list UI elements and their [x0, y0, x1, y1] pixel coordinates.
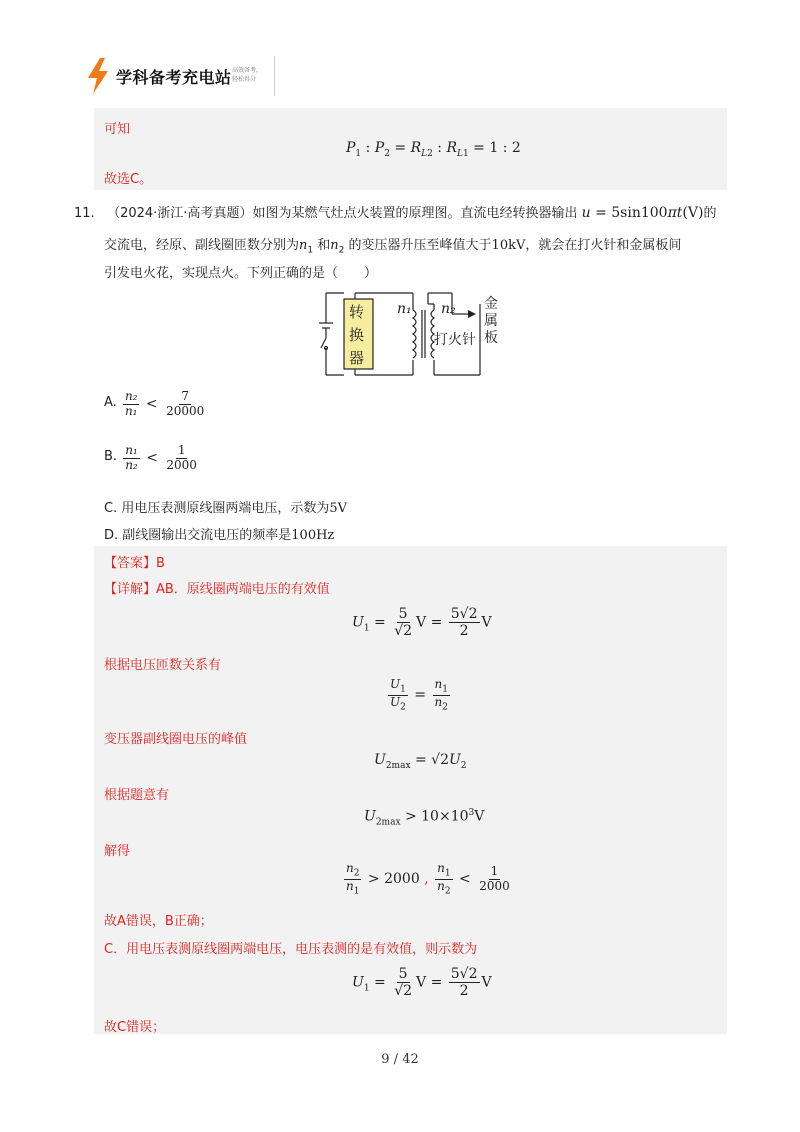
formula-condition: $U_{2max} > 10\times 10^3V$	[364, 808, 485, 828]
needle-label: 打火针	[434, 332, 476, 348]
solution-text: 可知	[104, 122, 131, 137]
question-line-3: 引发电火花，实现点火。下列正确的是（ ）	[104, 266, 378, 281]
solution-continuation-block	[94, 108, 727, 190]
power-ratio-formula: $P_1$ : $P_2 = R_{L2}$ : $R_{L1} = 1$ : 2	[346, 140, 521, 159]
converter-label-3: 器	[349, 349, 365, 367]
brand-slogan: 高效备考, 轻松得分	[232, 67, 258, 83]
step-ab-conclusion: 故A错误，B正确；	[104, 914, 213, 929]
question-line-1: 11. （2024·浙江·高考真题）如图为某燃气灶点火装置的原理图。直流电经转换器输出 u = 5sin100πt(V)的	[74, 205, 717, 221]
lightning-bolt-icon	[86, 58, 110, 94]
formula-turns-ratio: $\frac{U_1}{U_2}$ = $\frac{n_1}{n_2}$	[390, 677, 448, 713]
label-n1: n₁	[397, 301, 412, 317]
solution-conclusion: 故选C。	[104, 172, 153, 187]
formula-u1-reading: $U_1$ = $\frac{5}{√2}$ V = $\frac{5√2}{2}$ V	[352, 966, 492, 1000]
step-condition: 根据题意有	[104, 788, 170, 803]
plate-label-1: 金	[484, 296, 498, 312]
option-b[interactable]: B. $\frac{\text{n₁}}{\text{n₂}}$ < $\frac{1}{2000}$	[104, 443, 197, 472]
site-header	[76, 56, 275, 96]
brand-name: 学科备考充电站	[116, 68, 232, 87]
answer-label: 【答案】B	[104, 556, 165, 571]
step-c-analysis: C．用电压表测原线圈两端电压，电压表测的是有效值，则示数为	[104, 942, 478, 957]
plate-label-3: 板	[484, 330, 498, 346]
step-turns-relation: 根据电压匝数关系有	[104, 658, 222, 673]
option-d[interactable]: D. 副线圈输出交流电压的频率是100Hz	[104, 528, 335, 543]
step-c-conclusion: 故C错误；	[104, 1020, 166, 1035]
converter-label-1: 转	[349, 303, 365, 321]
detail-label: 【详解】AB．原线圈两端电压的有效值	[104, 582, 330, 597]
converter-label-2: 换	[349, 326, 365, 344]
formula-u2-max: $U_{2max} = √2U_2$	[374, 752, 467, 771]
answer-block	[94, 546, 727, 1034]
formula-u1-effective: $U_1$ = $\frac{5}{√2}$ V = $\frac{5√2}{2}$ V	[352, 606, 492, 640]
voltage-formula: u = 5sin100πt(V)	[581, 205, 704, 221]
option-a[interactable]: A. $\frac{\text{n₂}}{\text{n₁}}$ < $\frac{7}{20000}$	[104, 389, 205, 418]
question-line-2: 交流电，经原、副线圈匝数分别为$n_1$ 和$n_2$ 的变压器升压至峰值大于10kV，就会在打火针和金属板间	[104, 238, 682, 256]
ignition-circuit-diagram	[318, 290, 508, 382]
formula-solution: $\frac{n_2}{n_1}$ > 2000 , $\frac{n_1}{n_2}$ < $\frac{1}{2000}$	[346, 861, 510, 897]
step-peak-voltage: 变压器副线圈电压的峰值	[104, 732, 248, 747]
label-n2: n₂	[441, 301, 456, 317]
page-number: 9 / 42	[381, 1052, 419, 1067]
option-c[interactable]: C. 用电压表测原线圈两端电压，示数为5V	[104, 501, 348, 516]
plate-label-2: 属	[484, 313, 498, 329]
step-solve: 解得	[104, 844, 131, 859]
